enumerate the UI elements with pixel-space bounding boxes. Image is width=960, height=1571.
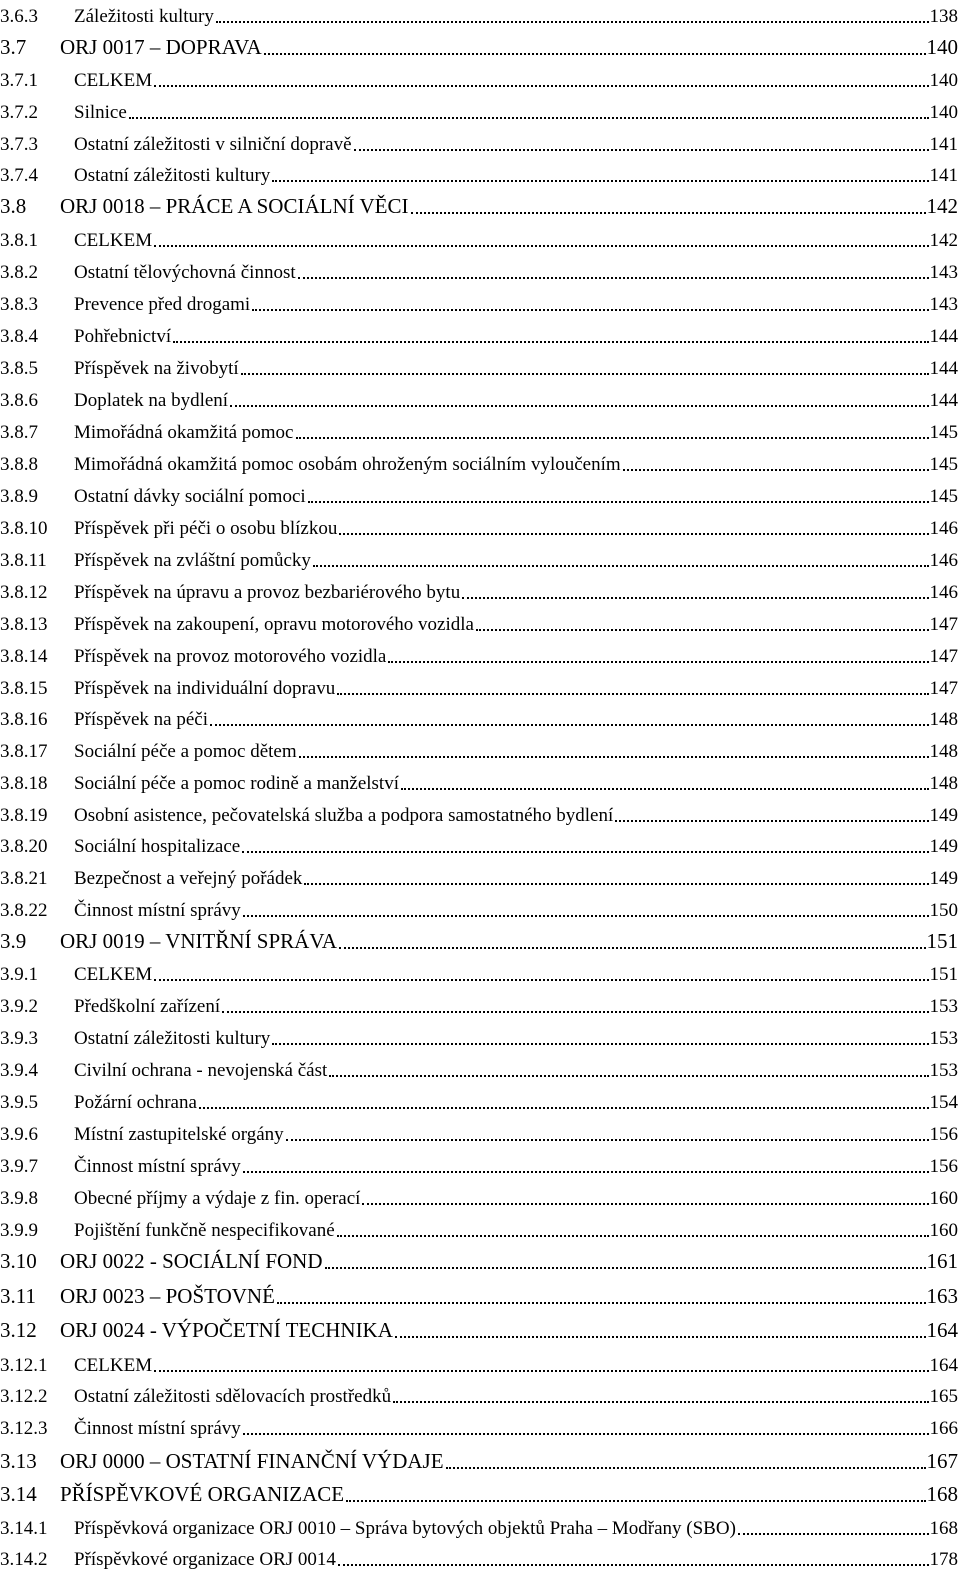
toc-entry-page: 146 (929, 550, 958, 571)
toc-entry-number: 3.8.17 (0, 741, 48, 762)
dot-leader (476, 628, 929, 631)
dot-leader (272, 179, 928, 182)
toc-entry-title: Příspěvek na živobytí (74, 358, 239, 379)
dot-leader (243, 914, 929, 917)
toc-entry-page: 151 (929, 964, 958, 985)
toc-entry[interactable] (0, 128, 958, 156)
dot-leader (339, 946, 926, 949)
dot-leader (329, 1074, 928, 1077)
toc-entry-page: 150 (929, 900, 958, 921)
toc-entry-number: 3.14.2 (0, 1549, 48, 1570)
dot-leader (154, 84, 928, 87)
toc-entry-title: Sociální péče a pomoc rodině a manželství (74, 773, 399, 794)
toc-entry-page: 143 (929, 262, 958, 283)
toc-entry[interactable] (0, 1182, 958, 1210)
toc-entry[interactable] (0, 799, 958, 827)
toc-entry[interactable] (0, 1315, 958, 1343)
toc-entry-page: 149 (929, 868, 958, 889)
toc-entry[interactable] (0, 1022, 958, 1050)
toc-entry-page: 156 (929, 1124, 958, 1145)
toc-entry[interactable] (0, 1086, 958, 1114)
dot-leader (286, 1138, 929, 1141)
toc-entry-title: Požární ochrana (74, 1092, 197, 1113)
toc-entry[interactable] (0, 224, 958, 252)
dot-leader (252, 308, 928, 311)
toc-entry-title: ORJ 0022 - SOCIÁLNÍ FOND (60, 1249, 323, 1273)
toc-entry[interactable] (0, 862, 958, 890)
toc-entry-title: Mimořádná okamžitá pomoc (74, 422, 294, 443)
dot-leader (129, 116, 929, 119)
dot-leader (615, 819, 928, 822)
toc-entry[interactable] (0, 1543, 958, 1571)
toc-entry-number: 3.9.8 (0, 1188, 38, 1209)
toc-entry-page: 146 (929, 582, 958, 603)
toc-entry-title: Pohřebnictví (74, 326, 172, 347)
toc-entry-title: CELKEM (74, 70, 153, 91)
toc-entry[interactable] (0, 1412, 958, 1440)
dot-leader (210, 723, 928, 726)
toc-entry-title: CELKEM (74, 964, 153, 985)
toc-entry-title: Činnost místní správy (74, 1418, 241, 1439)
toc-entry-page: 145 (929, 454, 958, 475)
toc-entry-number: 3.12 (0, 1318, 37, 1342)
toc-entry-number: 3.14 (0, 1482, 37, 1506)
toc-entry-number: 3.9.1 (0, 964, 38, 985)
dot-leader (308, 500, 929, 503)
dot-leader (272, 1042, 928, 1045)
toc-entry-title: ORJ 0000 – OSTATNÍ FINANČNÍ VÝDAJE (60, 1449, 444, 1473)
toc-entry[interactable] (0, 159, 958, 187)
dot-leader (264, 52, 926, 55)
toc-entry-page: 148 (929, 773, 958, 794)
dot-leader (337, 692, 928, 695)
dot-leader (362, 1202, 928, 1205)
toc-entry-number: 3.9.4 (0, 1060, 38, 1081)
dot-leader (401, 787, 929, 790)
dot-leader (243, 1170, 929, 1173)
toc-entry[interactable] (0, 64, 958, 92)
toc-entry-title: Příspěvková organizace ORJ 0010 – Správa bytových objektů Praha – Modřany (SBO) (74, 1518, 736, 1539)
toc-entry-number: 3.7.2 (0, 102, 38, 123)
toc-entry-page: 165 (929, 1386, 958, 1407)
toc-entry[interactable] (0, 990, 958, 1018)
dot-leader (462, 596, 928, 599)
toc-entry-title: ORJ 0024 - VÝPOČETNÍ TECHNIKA (60, 1318, 393, 1342)
toc-entry-page: 147 (929, 614, 958, 635)
dot-leader (304, 882, 928, 885)
toc-entry-number: 3.8.16 (0, 709, 48, 730)
toc-entry-page: 144 (929, 326, 958, 347)
toc-entry-title: ORJ 0019 – VNITŘNÍ SPRÁVA (60, 929, 337, 953)
toc-entry-title: Ostatní záležitosti sdělovacích prostředků (74, 1386, 392, 1407)
toc-entry-page: 166 (929, 1418, 958, 1439)
toc-entry-page: 144 (929, 358, 958, 379)
toc-entry-number: 3.8.9 (0, 486, 38, 507)
dot-leader (338, 1563, 929, 1566)
toc-entry[interactable] (0, 1281, 958, 1309)
toc-entry[interactable] (0, 1054, 958, 1082)
toc-entry-title: Činnost místní správy (74, 1156, 241, 1177)
toc-entry[interactable] (0, 0, 958, 28)
toc-entry[interactable] (0, 416, 958, 444)
toc-entry-number: 3.9.7 (0, 1156, 38, 1177)
toc-entry-number: 3.12.3 (0, 1418, 48, 1439)
dot-leader (623, 468, 929, 471)
toc-entry[interactable] (0, 256, 958, 284)
toc-entry-page: 153 (929, 996, 958, 1017)
toc-entry-title: Předškolní zařízení (74, 996, 221, 1017)
toc-entry[interactable] (0, 958, 958, 986)
dot-leader (337, 1234, 929, 1237)
dot-leader (277, 1301, 926, 1304)
dot-leader (346, 1499, 925, 1502)
dot-leader (388, 660, 928, 663)
toc-entry-title: Příspěvek na zakoupení, opravu motorového vozidla (74, 614, 474, 635)
dot-leader (299, 755, 929, 758)
toc-entry-page: 142 (926, 194, 958, 218)
toc-entry-number: 3.9.9 (0, 1220, 38, 1241)
toc-entry-page: 168 (926, 1482, 958, 1506)
toc-entry-number: 3.8.13 (0, 614, 48, 635)
dot-leader (230, 404, 928, 407)
toc-entry-page: 141 (929, 134, 958, 155)
toc-entry[interactable] (0, 320, 958, 348)
toc-entry[interactable] (0, 703, 958, 731)
toc-entry-number: 3.10 (0, 1249, 37, 1273)
toc-entry[interactable] (0, 1150, 958, 1178)
dot-leader (296, 436, 929, 439)
toc-entry[interactable] (0, 767, 958, 795)
toc-entry-number: 3.7.4 (0, 165, 38, 186)
dot-leader (298, 276, 929, 279)
toc-entry-title: Příspěvkové organizace ORJ 0014 (74, 1549, 336, 1570)
toc-entry-number: 3.8.11 (0, 550, 47, 571)
toc-entry-title: Činnost místní správy (74, 900, 241, 921)
toc-entry-title: Ostatní záležitosti kultury (74, 1028, 271, 1049)
toc-entry-title: ORJ 0023 – POŠTOVNÉ (60, 1284, 275, 1308)
dot-leader (393, 1400, 928, 1403)
toc-entry-number: 3.9.5 (0, 1092, 38, 1113)
toc-entry[interactable] (0, 608, 958, 636)
toc-entry[interactable] (0, 384, 958, 412)
toc-entry-title: Bezpečnost a veřejný pořádek (74, 868, 303, 889)
toc-entry[interactable] (0, 288, 958, 316)
toc-entry[interactable] (0, 640, 958, 668)
toc-entry[interactable] (0, 96, 958, 124)
toc-entry-title: Příspěvek při péči o osobu blízkou (74, 518, 338, 539)
toc-entry-page: 138 (929, 6, 958, 27)
dot-leader (395, 1335, 926, 1338)
dot-leader (339, 532, 928, 535)
toc-entry[interactable] (0, 576, 958, 604)
toc-entry-title: Ostatní tělovýchovná činnost (74, 262, 296, 283)
toc-entry[interactable] (0, 191, 958, 219)
toc-entry[interactable] (0, 926, 958, 954)
toc-entry-page: 147 (929, 678, 958, 699)
toc-entry-number: 3.12.1 (0, 1355, 48, 1376)
dot-leader (411, 211, 926, 214)
toc-entry[interactable] (0, 1512, 958, 1540)
toc-entry-number: 3.8 (0, 194, 27, 218)
toc-entry-title: CELKEM (74, 230, 153, 251)
dot-leader (325, 1266, 926, 1269)
toc-entry-number: 3.8.8 (0, 454, 38, 475)
dot-leader (173, 340, 928, 343)
toc-entry-page: 148 (929, 741, 958, 762)
toc-entry-page: 160 (929, 1220, 958, 1241)
toc-entry-page: 146 (929, 518, 958, 539)
toc-entry-title: Příspěvek na provoz motorového vozidla (74, 646, 387, 667)
toc-entry-number: 3.7.3 (0, 134, 38, 155)
toc-entry-page: 143 (929, 294, 958, 315)
toc-entry-number: 3.8.4 (0, 326, 38, 347)
toc-entry-title: Záležitosti kultury (74, 6, 214, 27)
dot-leader (313, 564, 929, 567)
toc-entry-number: 3.8.1 (0, 230, 38, 251)
toc-entry-number: 3.9.6 (0, 1124, 38, 1145)
toc-entry-number: 3.7.1 (0, 70, 38, 91)
toc-entry-page: 149 (929, 836, 958, 857)
toc-entry-page: 153 (929, 1060, 958, 1081)
toc-entry-title: Příspěvek na péči (74, 709, 209, 730)
toc-entry-title: ORJ 0017 – DOPRAVA (60, 35, 262, 59)
toc-entry[interactable] (0, 735, 958, 763)
toc-entry-page: 164 (926, 1318, 958, 1342)
toc-entry-title: Příspěvek na zvláštní pomůcky (74, 550, 311, 571)
toc-entry[interactable] (0, 1479, 958, 1507)
toc-entry-title: Silnice (74, 102, 127, 123)
toc-entry-number: 3.8.10 (0, 518, 48, 539)
toc-entry-page: 178 (929, 1549, 958, 1570)
toc-entry-number: 3.8.20 (0, 836, 48, 857)
toc-entry-number: 3.8.14 (0, 646, 48, 667)
toc-entry-title: PŘÍSPĚVKOVÉ ORGANIZACE (60, 1482, 345, 1506)
toc-entry-page: 148 (929, 709, 958, 730)
toc-entry-page: 140 (929, 70, 958, 91)
toc-entry-number: 3.8.6 (0, 390, 38, 411)
toc-entry-number: 3.8.18 (0, 773, 48, 794)
toc-entry[interactable] (0, 544, 958, 572)
toc-entry-title: CELKEM (74, 1355, 153, 1376)
dot-leader (154, 1369, 928, 1372)
toc-entry-page: 140 (929, 102, 958, 123)
toc-entry-number: 3.8.7 (0, 422, 38, 443)
toc-entry-number: 3.8.3 (0, 294, 38, 315)
toc-entry-page: 140 (926, 35, 958, 59)
toc-entry-number: 3.12.2 (0, 1386, 48, 1407)
toc-entry-number: 3.8.19 (0, 805, 48, 826)
toc-entry[interactable] (0, 448, 958, 476)
dot-leader (154, 244, 928, 247)
toc-entry[interactable] (0, 830, 958, 858)
toc-entry-page: 154 (929, 1092, 958, 1113)
toc-entry[interactable] (0, 1246, 958, 1274)
toc-entry-page: 151 (926, 929, 958, 953)
toc-entry-page: 153 (929, 1028, 958, 1049)
dot-leader (446, 1466, 926, 1469)
dot-leader (243, 1432, 929, 1435)
toc-entry-page: 164 (929, 1355, 958, 1376)
toc-entry-page: 168 (929, 1518, 958, 1539)
dot-leader (222, 1010, 928, 1013)
dot-leader (738, 1532, 929, 1535)
toc-entry[interactable] (0, 1214, 958, 1242)
toc-entry[interactable] (0, 512, 958, 540)
toc-entry-page: 144 (929, 390, 958, 411)
toc-entry-page: 163 (926, 1284, 958, 1308)
toc-entry-number: 3.8.12 (0, 582, 48, 603)
toc-entry-title: Doplatek na bydlení (74, 390, 229, 411)
toc-entry-page: 156 (929, 1156, 958, 1177)
dot-leader (242, 850, 928, 853)
toc-entry-title: Příspěvek na individuální dopravu (74, 678, 336, 699)
toc-entry-title: Pojištění funkčně nespecifikované (74, 1220, 335, 1241)
toc-entry-page: 141 (929, 165, 958, 186)
toc-entry[interactable] (0, 32, 958, 60)
dot-leader (154, 978, 928, 981)
toc-entry-number: 3.7 (0, 35, 27, 59)
toc-entry-title: Ostatní záležitosti v silniční dopravě (74, 134, 352, 155)
toc-entry-title: ORJ 0018 – PRÁCE A SOCIÁLNÍ VĚCI (60, 194, 409, 218)
toc-entry-title: Sociální hospitalizace (74, 836, 241, 857)
toc-entry[interactable] (0, 894, 958, 922)
dot-leader (241, 372, 929, 375)
toc-entry-number: 3.8.21 (0, 868, 48, 889)
toc-entry-number: 3.9.2 (0, 996, 38, 1017)
toc-entry-title: Obecné příjmy a výdaje z fin. operací (74, 1188, 361, 1209)
toc-entry-page: 145 (929, 422, 958, 443)
dot-leader (199, 1106, 929, 1109)
toc-entry-number: 3.8.22 (0, 900, 48, 921)
toc-entry[interactable] (0, 1446, 958, 1474)
toc-entry-number: 3.11 (0, 1284, 36, 1308)
toc-entry-title: Prevence před drogami (74, 294, 251, 315)
dot-leader (354, 148, 929, 151)
dot-leader (216, 20, 929, 23)
toc-entry-title: Ostatní záležitosti kultury (74, 165, 271, 186)
toc-entry-title: Mimořádná okamžitá pomoc osobám ohroženým sociálním vyloučením (74, 454, 621, 475)
toc-entry[interactable] (0, 352, 958, 380)
toc-entry-number: 3.6.3 (0, 6, 38, 27)
toc-entry-title: Místní zastupitelské orgány (74, 1124, 284, 1145)
toc-entry-number: 3.14.1 (0, 1518, 48, 1539)
toc-entry-title: Ostatní dávky sociální pomoci (74, 486, 306, 507)
toc-entry-title: Osobní asistence, pečovatelská služba a podpora samostatného bydlení (74, 805, 614, 826)
toc-entry-title: Sociální péče a pomoc dětem (74, 741, 297, 762)
toc-entry-page: 149 (929, 805, 958, 826)
toc-entry[interactable] (0, 1380, 958, 1408)
toc-entry-title: Příspěvek na úpravu a provoz bezbariérového bytu (74, 582, 461, 603)
toc-entry-number: 3.9 (0, 929, 27, 953)
toc-entry[interactable] (0, 672, 958, 700)
toc-entry-number: 3.9.3 (0, 1028, 38, 1049)
toc-entry-page: 161 (926, 1249, 958, 1273)
toc-entry-page: 160 (929, 1188, 958, 1209)
toc-entry[interactable] (0, 1118, 958, 1146)
toc-entry[interactable] (0, 480, 958, 508)
toc-entry-page: 147 (929, 646, 958, 667)
toc-entry-number: 3.8.5 (0, 358, 38, 379)
toc-entry-page: 142 (929, 230, 958, 251)
toc-entry[interactable] (0, 1349, 958, 1377)
toc-entry-number: 3.13 (0, 1449, 37, 1473)
toc-entry-page: 167 (926, 1449, 958, 1473)
toc-entry-number: 3.8.2 (0, 262, 38, 283)
toc-entry-number: 3.8.15 (0, 678, 48, 699)
toc-entry-page: 145 (929, 486, 958, 507)
toc-entry-title: Civilní ochrana - nevojenská část (74, 1060, 328, 1081)
